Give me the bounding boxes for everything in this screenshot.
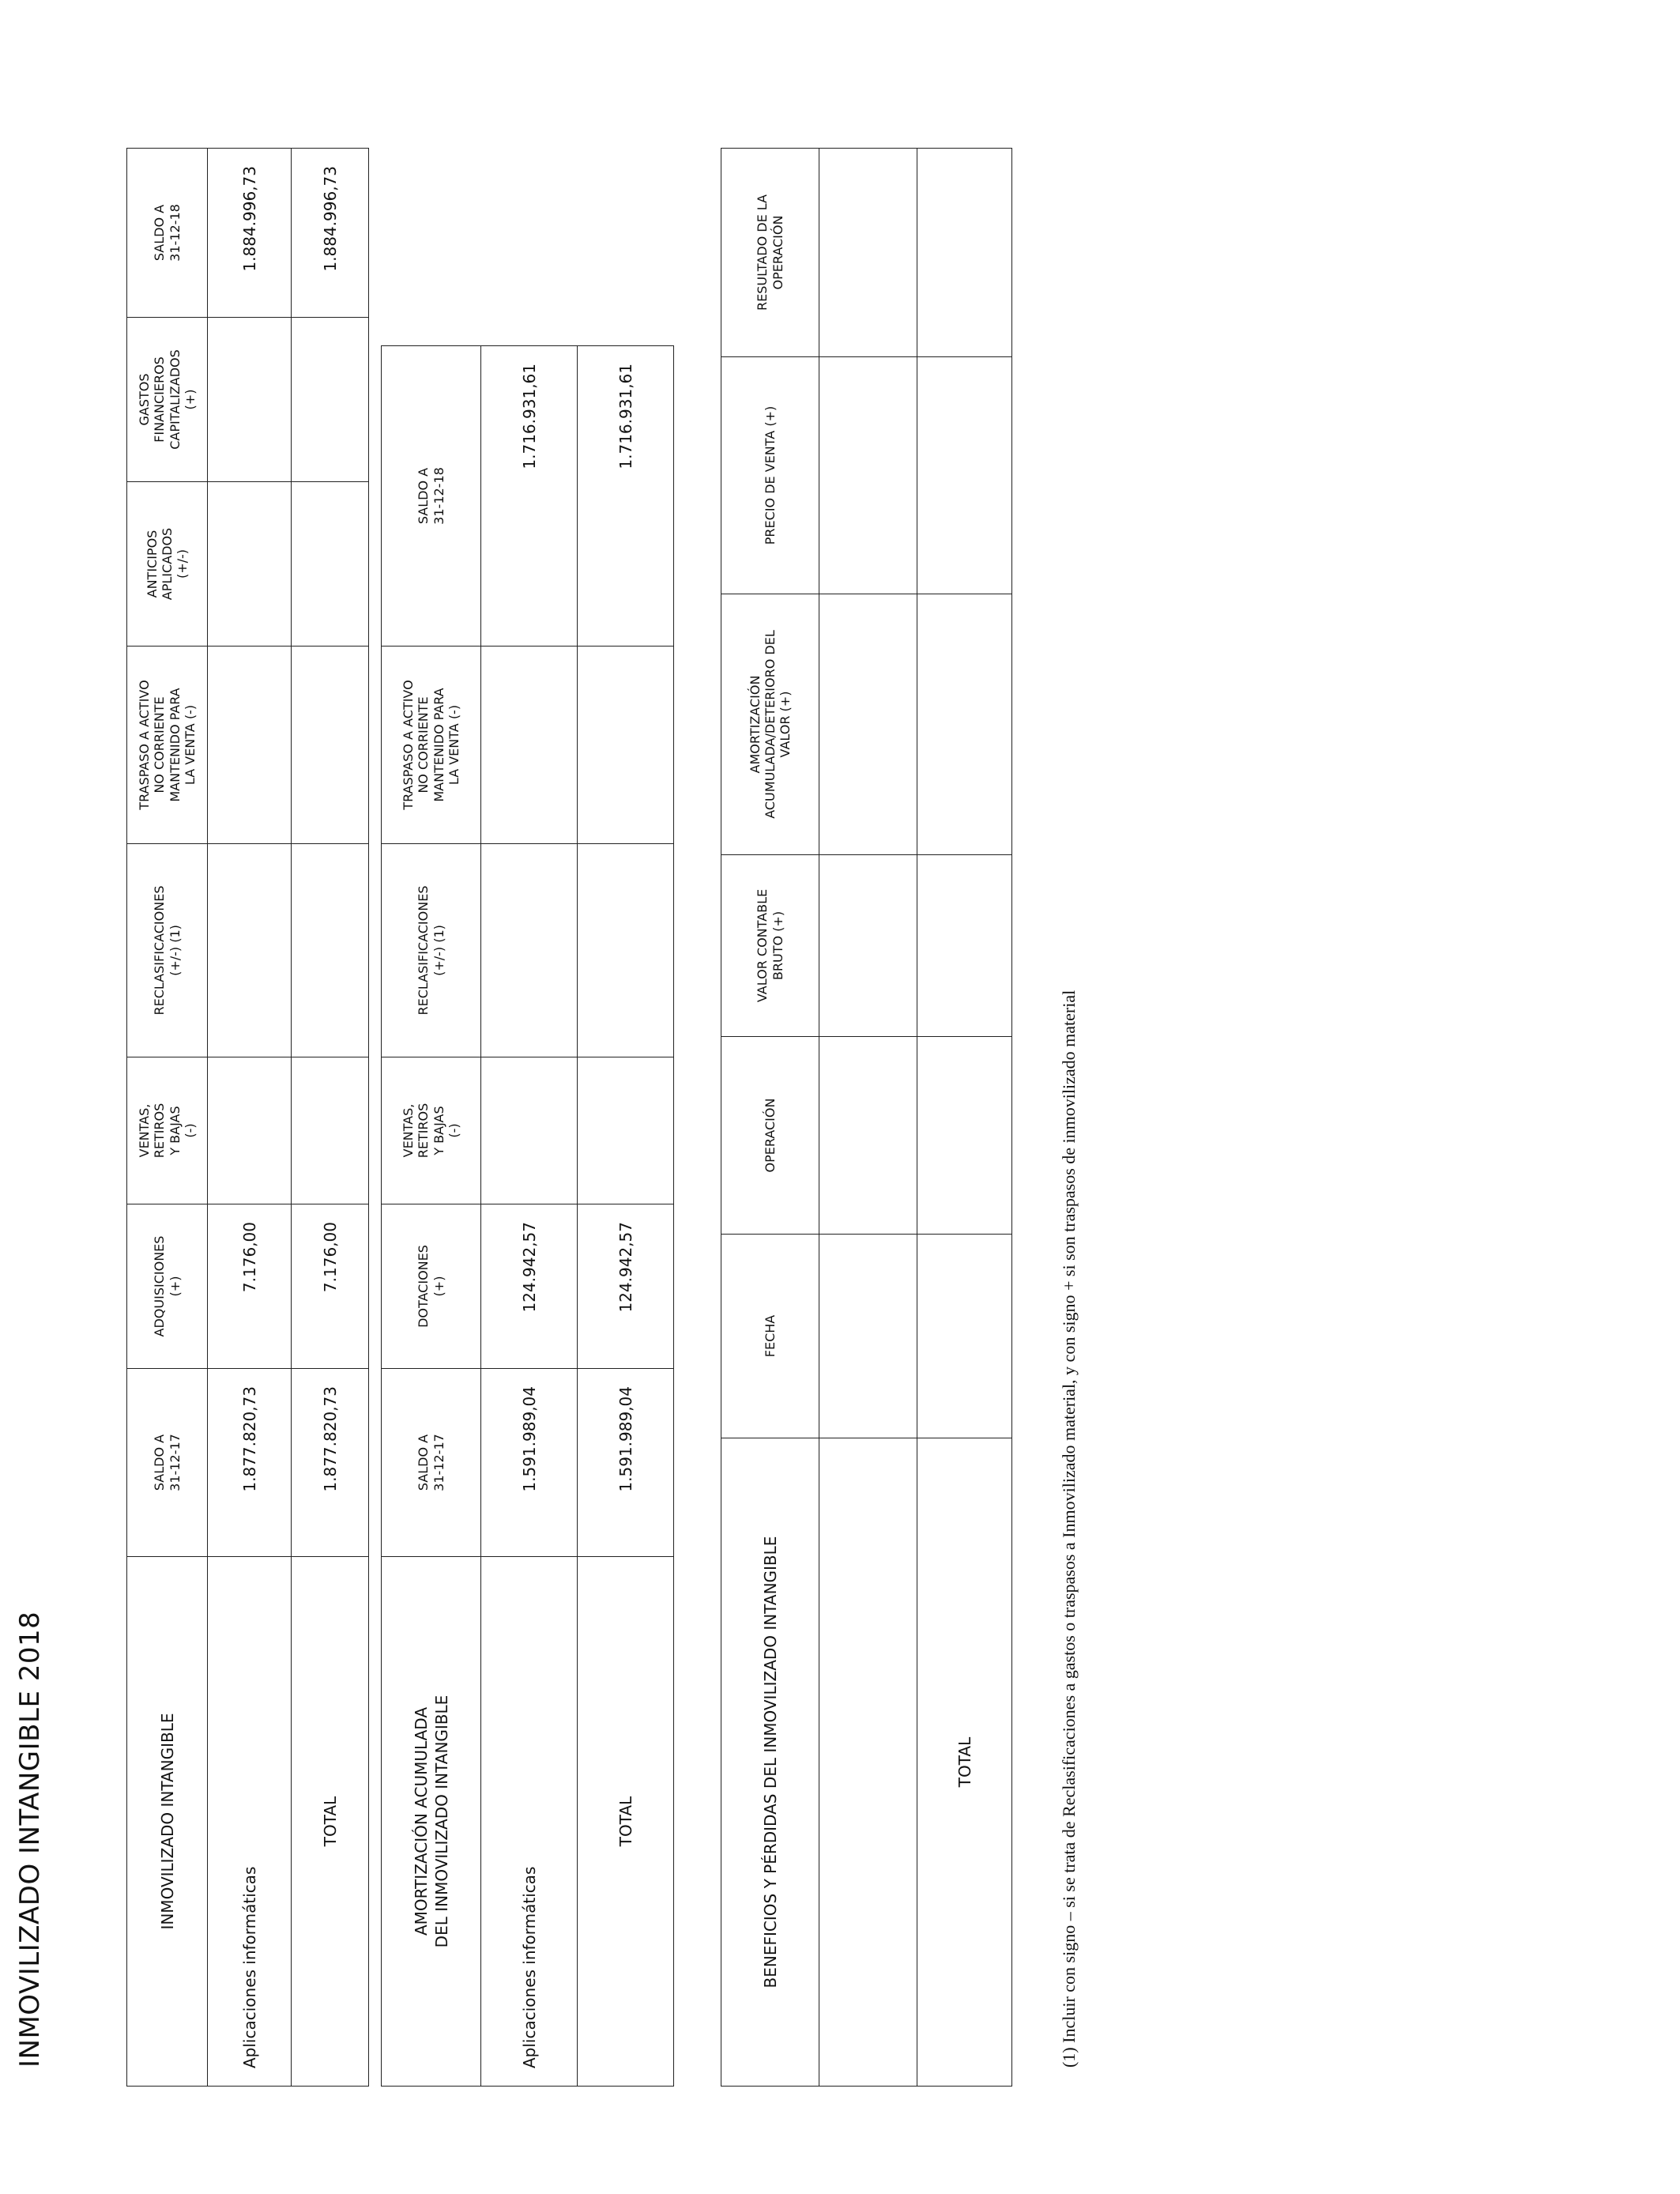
value-cell bbox=[481, 844, 578, 1057]
value-cell: 1.884.996,73 bbox=[208, 149, 292, 318]
header-cell: PRECIO DE VENTA (+) bbox=[721, 357, 819, 594]
row-label bbox=[819, 1438, 917, 2087]
table-row bbox=[481, 346, 578, 2087]
table-row bbox=[208, 149, 292, 2087]
table-total-row bbox=[292, 149, 369, 2087]
value-cell bbox=[578, 1057, 674, 1204]
value-cell bbox=[819, 855, 917, 1037]
accumulated-amortization-table bbox=[381, 345, 674, 2087]
value-cell bbox=[578, 844, 674, 1057]
value-cell bbox=[208, 482, 292, 647]
value-cell: 1.716.931,61 bbox=[578, 346, 674, 647]
table-total-row bbox=[578, 346, 674, 2087]
header-cell: SALDO A 31-12-18 bbox=[382, 346, 481, 647]
header-cell: SALDO A 31-12-17 bbox=[382, 1369, 481, 1557]
value-cell bbox=[819, 594, 917, 855]
table-header-row bbox=[382, 346, 481, 2087]
header-cell: AMORTIZACIÓN ACUMULADA/DETERIORO DEL VALOR (+) bbox=[721, 594, 819, 855]
header-cell: RECLASIFICACIONES (+/-) (1) bbox=[382, 844, 481, 1057]
value-cell bbox=[917, 357, 1012, 594]
header-cell: VALOR CONTABLE BRUTO (+) bbox=[721, 855, 819, 1037]
header-cell: RECLASIFICACIONES (+/-) (1) bbox=[127, 844, 208, 1057]
value-cell: 1.716.931,61 bbox=[481, 346, 578, 647]
value-cell bbox=[208, 844, 292, 1057]
header-cell: ADQUISICIONES (+) bbox=[127, 1204, 208, 1369]
value-cell: 124.942,57 bbox=[481, 1204, 578, 1369]
value-cell bbox=[819, 149, 917, 357]
value-cell bbox=[917, 594, 1012, 855]
header-cell: RESULTADO DE LA OPERACIÓN bbox=[721, 149, 819, 357]
value-cell bbox=[819, 1235, 917, 1438]
header-cell: VENTAS, RETIROS Y BAJAS (-) bbox=[127, 1057, 208, 1204]
value-cell: 1.884.996,73 bbox=[292, 149, 369, 318]
total-label: TOTAL bbox=[292, 1557, 369, 2087]
header-cell: VENTAS, RETIROS Y BAJAS (-) bbox=[382, 1057, 481, 1204]
total-label: TOTAL bbox=[917, 1438, 1012, 2087]
row-label: Aplicaciones informáticas bbox=[208, 1557, 292, 2087]
value-cell bbox=[578, 647, 674, 844]
value-cell bbox=[917, 1037, 1012, 1235]
header-cell: OPERACIÓN bbox=[721, 1037, 819, 1235]
value-cell: 124.942,57 bbox=[578, 1204, 674, 1369]
header-cell: TRASPASO A ACTIVO NO CORRIENTE MANTENIDO PARA LA VENTA (-) bbox=[127, 647, 208, 844]
table-header-row bbox=[127, 149, 208, 2087]
header-cell: TRASPASO A ACTIVO NO CORRIENTE MANTENIDO PARA LA VENTA (-) bbox=[382, 647, 481, 844]
value-cell: 1.591.989,04 bbox=[481, 1369, 578, 1557]
table-header-row bbox=[721, 149, 819, 2087]
gains-losses-table bbox=[721, 148, 1012, 2087]
footnote: (1) Incluir con signo – si se trata de Reclasificaciones a gastos o traspasos a Inmovilizado material, y con signo + si son traspasos de inmovilizado material bbox=[1059, 990, 1079, 2068]
header-cell: INMOVILIZADO INTANGIBLE bbox=[127, 1557, 208, 2087]
value-cell: 7.176,00 bbox=[208, 1204, 292, 1369]
header-cell: GASTOS FINANCIEROS CAPITALIZADOS (+) bbox=[127, 318, 208, 482]
table-total-row bbox=[917, 149, 1012, 2087]
value-cell: 7.176,00 bbox=[292, 1204, 369, 1369]
total-label: TOTAL bbox=[578, 1557, 674, 2087]
header-cell: DOTACIONES (+) bbox=[382, 1204, 481, 1369]
value-cell bbox=[292, 1057, 369, 1204]
value-cell bbox=[292, 482, 369, 647]
value-cell bbox=[292, 318, 369, 482]
intangible-assets-table bbox=[126, 148, 369, 2087]
value-cell bbox=[819, 1037, 917, 1235]
value-cell bbox=[917, 1235, 1012, 1438]
row-label: Aplicaciones informáticas bbox=[481, 1557, 578, 2087]
value-cell bbox=[208, 318, 292, 482]
value-cell bbox=[208, 1057, 292, 1204]
header-cell: FECHA bbox=[721, 1235, 819, 1438]
header-cell: SALDO A 31-12-17 bbox=[127, 1369, 208, 1557]
page-title: INMOVILIZADO INTANGIBLE 2018 bbox=[14, 1611, 46, 2068]
header-cell: BENEFICIOS Y PÉRDIDAS DEL INMOVILIZADO INTANGIBLE bbox=[721, 1438, 819, 2087]
table-row bbox=[819, 149, 917, 2087]
value-cell bbox=[917, 149, 1012, 357]
value-cell bbox=[208, 647, 292, 844]
value-cell bbox=[292, 647, 369, 844]
header-cell: SALDO A 31-12-18 bbox=[127, 149, 208, 318]
value-cell: 1.591.989,04 bbox=[578, 1369, 674, 1557]
value-cell: 1.877.820,73 bbox=[292, 1369, 369, 1557]
value-cell bbox=[481, 1057, 578, 1204]
value-cell bbox=[819, 357, 917, 594]
value-cell bbox=[292, 844, 369, 1057]
value-cell: 1.877.820,73 bbox=[208, 1369, 292, 1557]
value-cell bbox=[917, 855, 1012, 1037]
value-cell bbox=[481, 647, 578, 844]
header-cell: ANTICIPOS APLICADOS (+/-) bbox=[127, 482, 208, 647]
header-cell: AMORTIZACIÓN ACUMULADA DEL INMOVILIZADO INTANGIBLE bbox=[382, 1557, 481, 2087]
